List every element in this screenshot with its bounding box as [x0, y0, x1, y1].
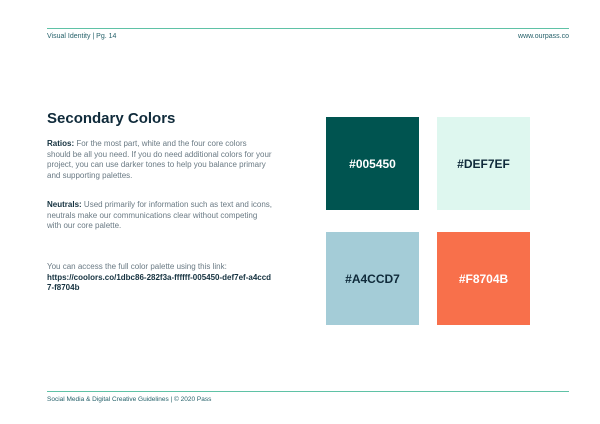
neutrals-paragraph: [47, 200, 272, 232]
ratios-label: Ratios:: [47, 139, 75, 148]
swatch-def7ef: [437, 117, 530, 210]
page-title: Secondary Colors: [47, 110, 176, 127]
header-rule: [47, 28, 569, 29]
access-text: You can access the full color palette using this link:: [47, 262, 227, 271]
swatch-a4ccd7: [326, 232, 419, 325]
footer-rule: [47, 391, 569, 392]
neutrals-text: Used primarily for information such as text and icons, neutrals make our communications clear without competing with our core palette.: [47, 200, 272, 230]
neutrals-label: Neutrals:: [47, 200, 82, 209]
swatch-005450: [326, 117, 419, 210]
palette-link[interactable]: https://coolors.co/1dbc86-282f3a-ffffff-005450-def7ef-a4ccd7-f8704b: [47, 272, 272, 292]
website-url: www.ourpass.co: [518, 33, 569, 40]
palette-link-paragraph: [47, 262, 272, 294]
swatch-f8704b: [437, 232, 530, 325]
swatch-label: #005450: [349, 156, 396, 171]
ratios-text: For the most part, white and the four core colors should be all you need. If you do need additional colors for your project, you can use darker tones to help you balance primary and supporting palettes.: [47, 139, 272, 180]
ratios-paragraph: [47, 139, 272, 181]
swatch-label: #DEF7EF: [457, 156, 510, 171]
page-section-label: Visual Identity | Pg. 14: [47, 33, 117, 40]
footer-text: Social Media & Digital Creative Guidelines | © 2020 Pass: [47, 396, 212, 403]
swatch-label: #F8704B: [458, 271, 509, 286]
swatch-label: #A4CCD7: [345, 271, 400, 286]
